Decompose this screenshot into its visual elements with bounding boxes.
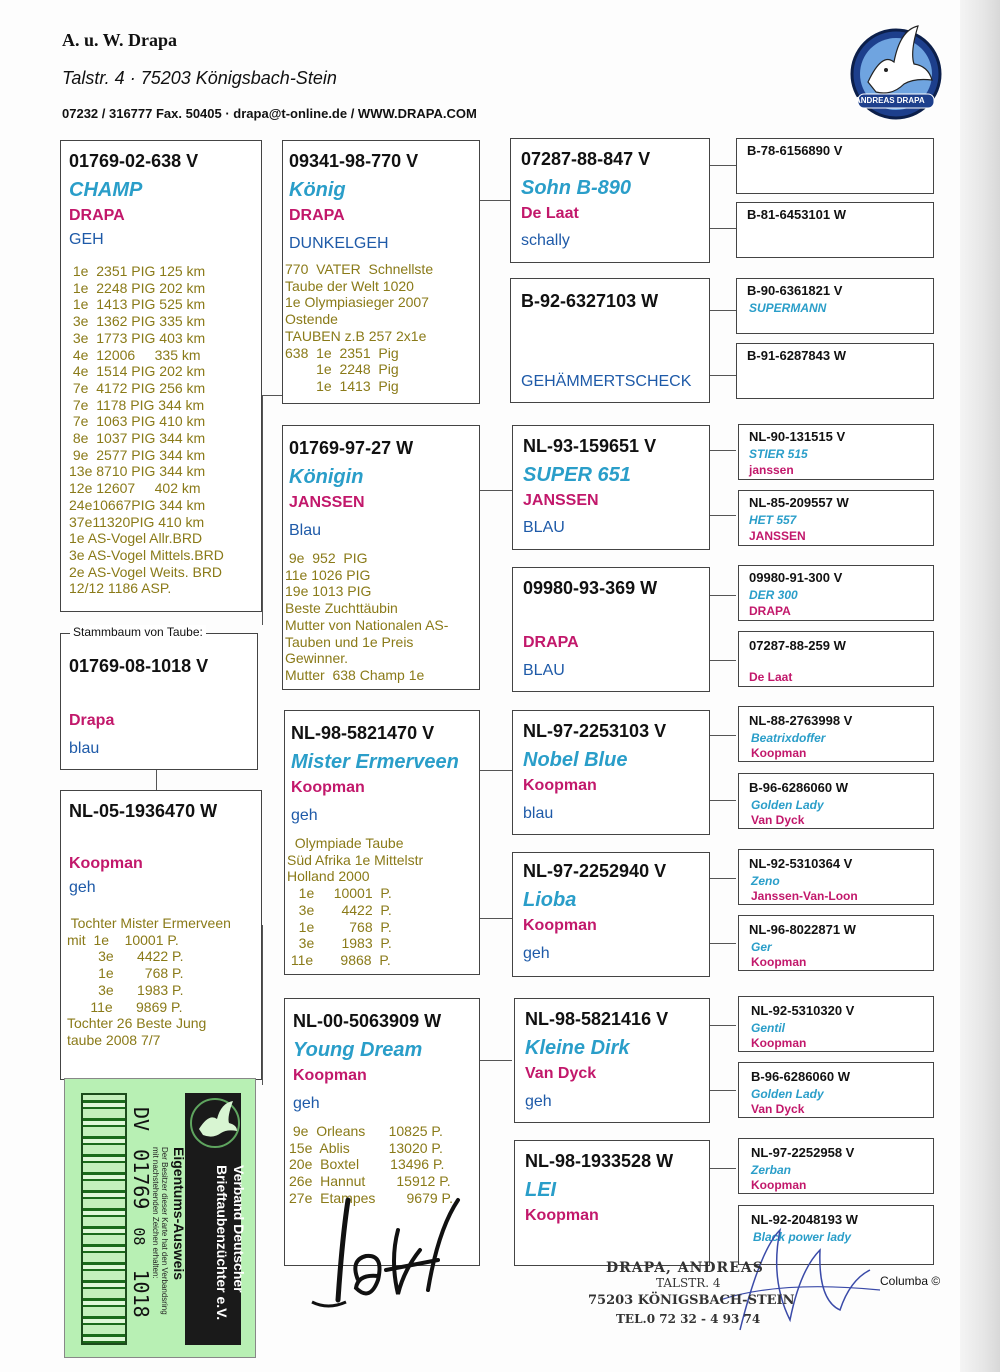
- g3-card[interactable]: [738, 915, 934, 971]
- g3-card[interactable]: [738, 424, 934, 480]
- g3-ring: NL-96-8022871 W: [749, 922, 856, 937]
- g3-name: SUPERMANN: [749, 301, 827, 315]
- pigeon-emblem-icon: [187, 1093, 243, 1153]
- logo-text: ANDREAS DRAPA: [855, 96, 925, 105]
- card-number: 01769: [129, 1149, 153, 1210]
- g3-ring: B-96-6286060 W: [751, 1069, 850, 1084]
- pigeon-logo-icon: [848, 22, 944, 122]
- gg-breeder: Van Dyck: [525, 1065, 597, 1082]
- g3-breeder: Van Dyck: [751, 1102, 805, 1116]
- card-title: Eigentums-Ausweis: [171, 1147, 187, 1281]
- g3-breeder: Van Dyck: [751, 813, 805, 827]
- g3-card[interactable]: [738, 773, 934, 829]
- mother-performance: Tochter Mister Ermerveen mit 1e 10001 P. 3e 4422 P. 1e 768 P. 3e 1983 P. 11e 9869 P. Tochter 26 Beste Jung taube 2008 7/7: [67, 915, 231, 1048]
- gg-breeder: Koopman: [523, 917, 597, 934]
- owner-address: Talstr. 4 · 75203 Königsbach-Stein: [62, 68, 337, 88]
- great-grandparent-card[interactable]: [512, 710, 710, 835]
- grandparent-breeder: DRAPA: [289, 207, 345, 224]
- blue-signature-icon: [700, 1210, 890, 1350]
- gg-ring: NL-93-159651 V: [523, 436, 657, 456]
- great-grandparent-card[interactable]: [514, 998, 710, 1123]
- grandparent-ring: 01769-97-27 W: [289, 438, 414, 458]
- card-org-line1: Verband Deutscher: [231, 1165, 247, 1293]
- grandparent-performance: 770 VATER Schnellste Taube der Welt 1020 1e Olympiasieger 2007 Ostende TAUBEN z.B 257 2x1e 638 1e 2351 Pig 1e 2248 Pig 1e 1413 Pig: [285, 261, 434, 394]
- g3-ring: NL-85-209557 W: [749, 495, 849, 510]
- subject-ring: 01769-08-1018 V: [69, 656, 209, 676]
- gg-breeder: DRAPA: [523, 634, 579, 651]
- stamp-line4: TEL.0 72 32 - 4 93 74: [616, 1312, 761, 1326]
- gg-breeder: Koopman: [525, 1207, 599, 1224]
- gg-color: schally: [521, 232, 570, 249]
- father-breeder: DRAPA: [69, 207, 125, 224]
- g3-name: Golden Lady: [751, 798, 824, 812]
- g3-ring: B-91-6287843 W: [747, 348, 846, 363]
- g3-name: Zeno: [751, 874, 780, 888]
- ownership-card: [64, 1078, 256, 1358]
- gg-color: BLAU: [523, 662, 565, 679]
- g3-ring: B-78-6156890 V: [747, 143, 843, 158]
- g3-card[interactable]: [738, 1138, 934, 1194]
- gg-color: geh: [525, 1093, 552, 1110]
- stamp-line2: TALSTR. 4: [656, 1276, 721, 1290]
- card-year: 08: [130, 1227, 148, 1246]
- card-prefix: DV: [129, 1107, 153, 1132]
- gg-ring: 09980-93-369 W: [523, 578, 658, 598]
- grandparent-name: Mister Ermerveen: [291, 751, 459, 773]
- father-color: GEH: [69, 231, 104, 248]
- gg-name: Lioba: [523, 889, 577, 911]
- g3-name: Beatrixdoffer: [751, 731, 826, 745]
- g3-breeder: janssen: [749, 463, 794, 477]
- g3-breeder: Koopman: [751, 1178, 807, 1192]
- g3-name: HET 557: [749, 513, 797, 527]
- g3-breeder: Koopman: [751, 955, 807, 969]
- great-grandparent-card[interactable]: [510, 278, 710, 403]
- mother-card[interactable]: [60, 790, 262, 1080]
- grandparent-card[interactable]: [282, 140, 480, 404]
- card-ring-number: [129, 1107, 153, 1318]
- grandparent-color: geh: [293, 1095, 320, 1112]
- great-grandparent-card[interactable]: [510, 138, 710, 263]
- father-performance: 1e 2351 PIG 125 km 1e 2248 PIG 202 km 1e 1413 PIG 525 km 3e 1362 PIG 335 km 3e 1773 PIG 403 km 4e 12006 335 km 4e 1514 PIG 202 km 7e 4172 PIG 256 km 7e 1178 PIG 344 km 7e 1063 PIG 410 km 8e 1037 PIG 344 km 9e 2577 PIG 344 km 13e 8710 PIG 344 km 12e 12607 402 km 24e10667PIG 344 km 37e11320PIG 410 km 1e AS-Vogel Allr.BRD 3e AS-Vogel Mittels.BRD 2e AS-Vogel Weits. BRD 12/12 1186 ASP.: [69, 263, 224, 597]
- g3-ring: NL-90-131515 V: [749, 429, 846, 444]
- g3-breeder: De Laat: [749, 670, 793, 684]
- gg-name: SUPER 651: [523, 464, 631, 486]
- signature-icon: [298, 1190, 478, 1320]
- g3-name: Gentil: [751, 1021, 786, 1035]
- gg-ring: NL-98-1933528 W: [525, 1151, 674, 1171]
- g3-ring: B-90-6361821 V: [747, 283, 843, 298]
- g3-breeder: Koopman: [751, 746, 807, 760]
- g3-ring: NL-92-5310364 V: [749, 856, 853, 871]
- g3-breeder: Janssen-Van-Loon: [751, 889, 858, 903]
- grandparent-ring: NL-00-5063909 W: [293, 1011, 442, 1031]
- gg-breeder: De Laat: [521, 205, 579, 222]
- g3-ring: B-96-6286060 W: [749, 780, 848, 795]
- card-org: [213, 1165, 247, 1320]
- grandparent-color: Blau: [289, 522, 322, 539]
- gg-ring: NL-97-2253103 V: [523, 721, 667, 741]
- owner-contact: 07232 / 316777 Fax. 50405 · drapa@t-online.de / WWW.DRAPA.COM: [62, 106, 477, 121]
- g3-ring: NL-97-2252958 V: [751, 1145, 855, 1160]
- g3-card[interactable]: [736, 202, 934, 258]
- columba-credit: Columba ©: [880, 1274, 941, 1288]
- g3-name: DER 300: [749, 588, 798, 602]
- grandparent-ring: NL-98-5821470 V: [291, 723, 435, 743]
- grandparent-performance: 9e 952 PIG 11e 1026 PIG 19e 1013 PIG Beste Zuchttäubin Mutter von Nationalen AS- Tauben und 1e Preis Gewinner. Mutter 638 Champ 1e: [285, 550, 449, 683]
- great-grandparent-card[interactable]: [512, 567, 710, 692]
- father-card[interactable]: [60, 140, 262, 612]
- card-pattern: [81, 1093, 127, 1345]
- great-grandparent-card[interactable]: [514, 1140, 710, 1266]
- stamp-line3: 75203 KÖNIGSBACH-STEIN: [588, 1293, 795, 1308]
- g3-card[interactable]: [738, 706, 934, 762]
- g3-card[interactable]: [738, 849, 934, 905]
- gg-ring: NL-97-2252940 V: [523, 861, 667, 881]
- grandparent-performance: Olympiade Taube Süd Afrika 1e Mittelstr Holland 2000 1e 10001 P. 3e 4422 P. 1e 768 P. 3e 1983 P. 11e 9868 P.: [287, 835, 424, 968]
- g3-breeder: Koopman: [751, 1036, 807, 1050]
- gg-name: LEI: [525, 1179, 557, 1201]
- grandparent-name: Young Dream: [293, 1039, 423, 1061]
- great-grandparent-card[interactable]: [512, 852, 710, 977]
- g3-name: STIER 515: [749, 447, 808, 461]
- card-serial: 1018: [129, 1269, 153, 1318]
- subject-breeder: Drapa: [69, 712, 115, 729]
- father-ring: 01769-02-638 V: [69, 151, 199, 171]
- gg-color: BLAU: [523, 519, 565, 536]
- gg-name: Sohn B-890: [521, 177, 632, 199]
- g3-breeder: JANSSEN: [749, 529, 806, 543]
- g3-card[interactable]: [736, 138, 934, 194]
- card-text-line1: Der Besitzer dieser Karte hat den Verbandsring: [160, 1147, 169, 1315]
- g3-card[interactable]: [738, 1062, 934, 1118]
- stamp-line1: DRAPA, ANDREAS: [606, 1260, 764, 1276]
- gg-name: Kleine Dirk: [525, 1037, 630, 1059]
- gg-ring: NL-98-5821416 V: [525, 1009, 669, 1029]
- g3-name: Ger: [751, 940, 772, 954]
- subject-card[interactable]: [60, 633, 258, 770]
- gg-color: geh: [523, 945, 550, 962]
- g3-card[interactable]: [738, 490, 934, 546]
- grandparent-breeder: Koopman: [291, 779, 365, 796]
- subject-label: Stammbaum von Taube:: [70, 625, 206, 639]
- page-edge: [960, 0, 1000, 1372]
- mother-color: geh: [69, 879, 96, 896]
- card-org-line2: Brieftaubenzüchter e.V.: [214, 1165, 230, 1321]
- g3-name: Black power lady: [753, 1230, 852, 1244]
- g3-ring: NL-92-5310320 V: [751, 1003, 855, 1018]
- gg-breeder: JANSSEN: [523, 492, 599, 509]
- grandparent-name: König: [289, 179, 346, 201]
- grandparent-ring: 09341-98-770 V: [289, 151, 419, 171]
- father-name: CHAMP: [69, 179, 143, 201]
- grandparent-card[interactable]: [282, 425, 480, 690]
- g3-card[interactable]: [736, 278, 934, 334]
- gg-color: GEHÄMMERTSCHECK: [521, 373, 692, 390]
- subject-color: blau: [69, 740, 100, 757]
- gg-ring: B-92-6327103 W: [521, 291, 659, 311]
- g3-card[interactable]: [738, 565, 934, 621]
- gg-name: Nobel Blue: [523, 749, 628, 771]
- mother-breeder: Koopman: [69, 855, 143, 872]
- card-text: [151, 1147, 169, 1315]
- mother-ring: NL-05-1936470 W: [69, 801, 218, 821]
- g3-card[interactable]: [738, 996, 934, 1052]
- grandparent-name: Königin: [289, 466, 364, 488]
- owner-name: A. u. W. Drapa: [62, 30, 178, 50]
- g3-card[interactable]: [738, 631, 934, 687]
- g3-ring: B-81-6453101 W: [747, 207, 846, 222]
- gg-color: blau: [523, 805, 554, 822]
- grandparent-color: DUNKELGEH: [289, 235, 389, 252]
- g3-ring: 07287-88-259 W: [749, 638, 846, 653]
- gg-ring: 07287-88-847 V: [521, 149, 651, 169]
- great-grandparent-card[interactable]: [512, 425, 710, 550]
- grandparent-breeder: JANSSEN: [289, 494, 365, 511]
- card-text-line2: mit nachstehenden Zeichen erhalten:: [151, 1147, 160, 1279]
- grandparent-performance: 9e Orleans 10825 P. 15e Ablis 13020 P. 20e Boxtel 13496 P. 26e Hannut 15912 P. 27e Etampes 9679 P.: [289, 1123, 453, 1206]
- grandparent-card[interactable]: [284, 710, 480, 975]
- g3-ring: 09980-91-300 V: [749, 570, 843, 585]
- g3-ring: NL-88-2763998 V: [749, 713, 853, 728]
- gg-breeder: Koopman: [523, 777, 597, 794]
- g3-ring: NL-92-2048193 W: [751, 1212, 858, 1227]
- g3-name: Golden Lady: [751, 1087, 824, 1101]
- g3-name: Zerban: [751, 1163, 792, 1177]
- grandparent-color: geh: [291, 807, 318, 824]
- g3-breeder: DRAPA: [749, 604, 791, 618]
- g3-card[interactable]: [736, 343, 934, 399]
- grandparent-breeder: Koopman: [293, 1067, 367, 1084]
